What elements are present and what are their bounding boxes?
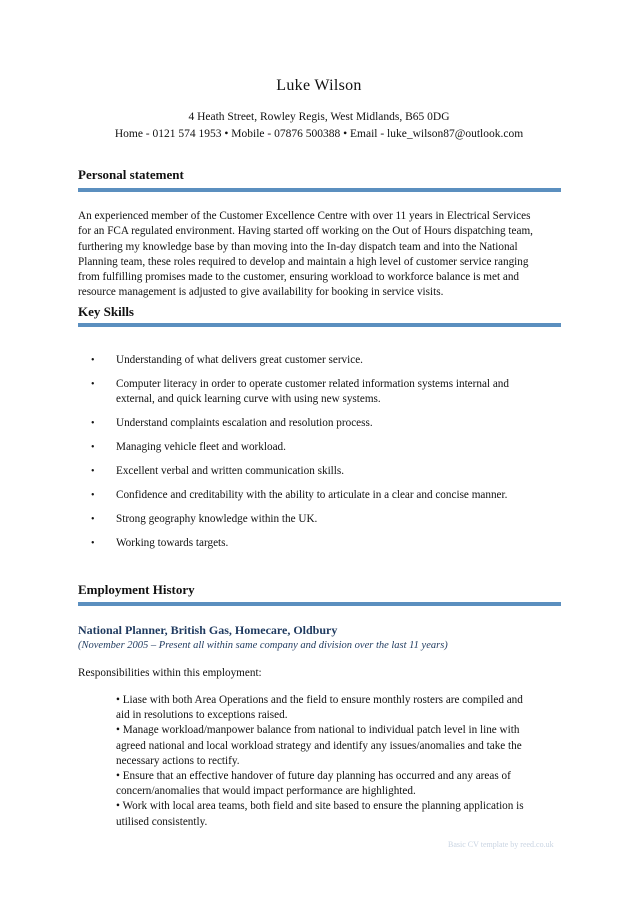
list-item: • Excellent verbal and written communication skills. <box>91 465 345 477</box>
responsibilities-list <box>116 693 556 830</box>
statement-line: resource management is adjusted to give availability for booking in service visits. <box>78 286 444 299</box>
list-item: • Understand complaints escalation and resolution process. <box>91 417 373 429</box>
bullet-icon: • <box>91 514 95 525</box>
job-title: National Planner, British Gas, Homecare, Oldbury <box>78 623 338 637</box>
bullet-icon: • <box>91 355 95 366</box>
list-item: • Computer literacy in order to operate customer related information systems internal and <box>91 378 509 390</box>
list-item: • Managing vehicle fleet and workload. <box>91 441 286 453</box>
template-credit: Basic CV template by reed.co.uk <box>448 840 554 849</box>
bullet-icon: • <box>91 538 95 549</box>
responsibility-line: • Work with local area teams, both field and site based to ensure the planning application is <box>116 800 524 813</box>
employment-history-heading: Employment History <box>78 582 195 597</box>
section-divider <box>78 188 561 192</box>
list-item: • Strong geography knowledge within the UK. <box>91 513 318 525</box>
list-item: • Confidence and creditability with the ability to articulate in a clear and concise manner. <box>91 489 508 501</box>
bullet-icon: • <box>91 442 95 453</box>
bullet-icon: • <box>91 466 95 477</box>
list-item-continuation: external, and quick learning curve with using new systems. <box>116 393 381 405</box>
personal-statement-text <box>78 209 562 301</box>
responsibilities-label: Responsibilities within this employment: <box>78 667 262 679</box>
section-divider <box>78 323 561 327</box>
statement-line: Planning team, these roles required to develop and maintain a high level of customer service ranging <box>78 255 529 268</box>
responsibility-line: • Manage workload/manpower balance from national to individual patch level in line with <box>116 724 520 737</box>
responsibility-line: necessary actions to rectify. <box>116 754 240 767</box>
list-item: • Working towards targets. <box>91 537 229 549</box>
personal-statement-heading: Personal statement <box>78 167 184 182</box>
responsibility-line: • Liase with both Area Operations and the field to ensure monthly rosters are compiled and <box>116 694 523 706</box>
responsibility-line: utilised consistently. <box>116 815 208 828</box>
statement-line: An experienced member of the Customer Excellence Centre with over 11 years in Electrical Services <box>78 210 531 222</box>
bullet-icon: • <box>91 490 95 501</box>
responsibility-line: • Ensure that an effective handover of future day planning has occurred and any areas of <box>116 770 511 783</box>
key-skills-heading: Key Skills <box>78 304 134 319</box>
section-divider <box>78 602 561 606</box>
job-dates: (November 2005 – Present all within same company and division over the last 11 years) <box>78 640 448 651</box>
list-item: • Understanding of what delivers great customer service. <box>91 354 363 366</box>
statement-line: from fulfilling promises made to the customer, ensuring workload to workforce balance is met and <box>78 271 520 284</box>
bullet-icon: • <box>91 379 95 390</box>
responsibility-line: agreed national and local workload strategy and identify any issues/anomalies and take the <box>116 739 522 752</box>
key-skills-list <box>91 353 566 551</box>
statement-line: for an FCA regulated environment. Having started off working on the Out of Hours dispatching team, <box>78 225 533 238</box>
responsibility-line: concern/anomalies that would impact performance are highlighted. <box>116 785 416 798</box>
bullet-icon: • <box>91 418 95 429</box>
statement-line: furthering my knowledge base by than moving into the In-day dispatch team and into the National <box>78 240 518 253</box>
candidate-name: Luke Wilson <box>276 77 362 94</box>
responsibility-line: aid in resolutions to exceptions raised. <box>116 709 288 722</box>
contact-line: Home - 0121 574 1953 • Mobile - 07876 500388 • Email - luke_wilson87@outlook.com <box>114 128 524 140</box>
address-line: 4 Heath Street, Rowley Regis, West Midlands, B65 0DG <box>188 111 450 123</box>
